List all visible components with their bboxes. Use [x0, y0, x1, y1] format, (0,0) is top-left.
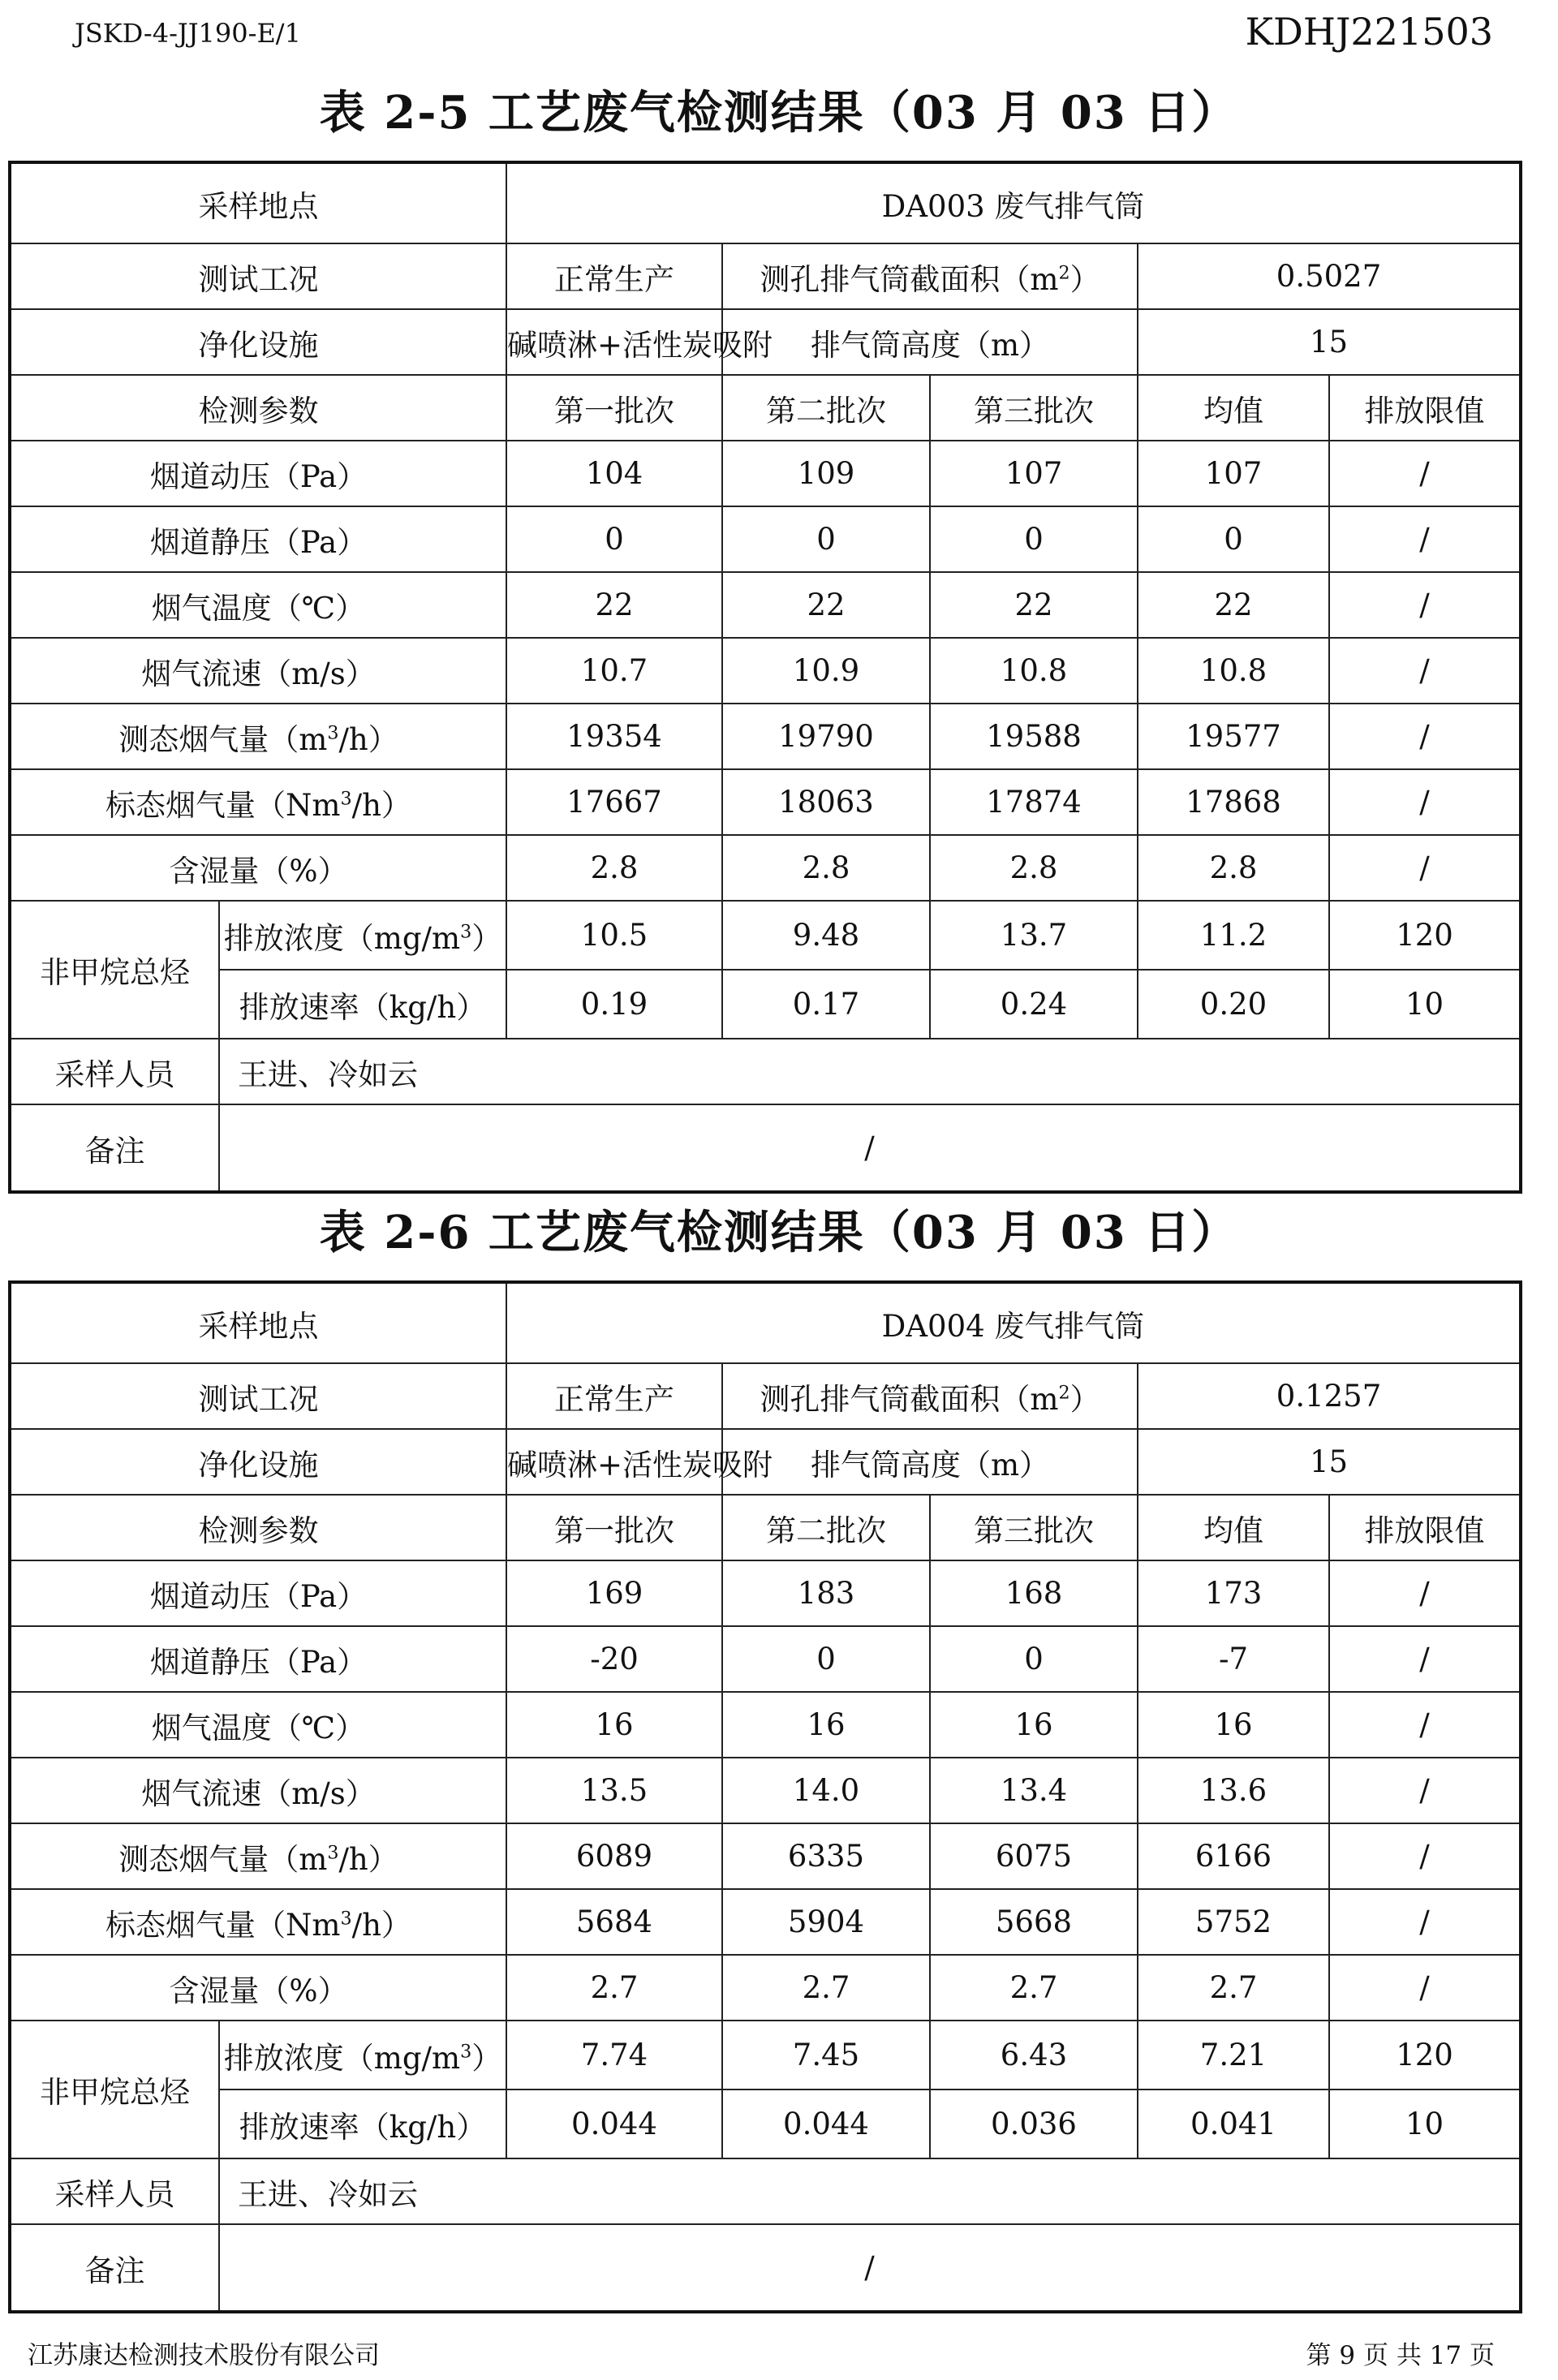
cell: 0	[506, 506, 722, 572]
condition-label: 测试工况	[10, 243, 506, 309]
pollutant-name: 非甲烷总烃	[10, 2021, 219, 2158]
cell: 2.8	[506, 835, 722, 901]
note-label: 备注	[10, 2224, 219, 2312]
footer-page-info: 第 9 页 共 17 页	[1306, 2341, 1495, 2370]
cell: 168	[930, 1560, 1138, 1626]
param-label: 排放速率（kg/h）	[219, 970, 506, 1039]
param-label: 烟道动压（Pa）	[10, 441, 506, 506]
table-row	[10, 1282, 1521, 1363]
column-header: 检测参数	[10, 1495, 506, 1560]
cell: 16	[930, 1692, 1138, 1758]
cell: 2.8	[930, 835, 1138, 901]
pollutant-name: 非甲烷总烃	[10, 901, 219, 1039]
table-row	[10, 638, 1521, 704]
location-value: DA004 废气排气筒	[506, 1282, 1521, 1363]
cell: 107	[1138, 441, 1329, 506]
location-label: 采样地点	[10, 1282, 506, 1363]
param-label: 排放浓度$(mg/m^3)$	[219, 2021, 506, 2089]
cell: 10	[1329, 970, 1521, 1039]
column-header: 第二批次	[722, 375, 930, 441]
cell: 2.7	[930, 1955, 1138, 2021]
cell: 0	[930, 1626, 1138, 1692]
cell: 5752	[1138, 1889, 1329, 1955]
note-value: /	[219, 2224, 1521, 2312]
column-header: 第一批次	[506, 1495, 722, 1560]
column-header: 排放限值	[1329, 1495, 1521, 1560]
table-row	[10, 1363, 1521, 1429]
cell: /	[1329, 835, 1521, 901]
table-2-title: 表 2-6 工艺废气检测结果（03 月 03 日）	[319, 1206, 1239, 1259]
cell: -7	[1138, 1626, 1329, 1692]
param-label: 排放速率（kg/h）	[219, 2089, 506, 2158]
cell: 7.45	[722, 2021, 930, 2089]
document-code: JSKD-4-JJ190-E/1	[75, 18, 301, 49]
table-row	[10, 1429, 1521, 1495]
table-row	[10, 2089, 1521, 2158]
column-header: 排放限值	[1329, 375, 1521, 441]
cell: 5668	[930, 1889, 1138, 1955]
param-label: 含湿量（%）	[10, 835, 506, 901]
cell: /	[1329, 1955, 1521, 2021]
table-row	[10, 769, 1521, 835]
cell: /	[1329, 441, 1521, 506]
device-value: 碱喷淋+活性炭吸附	[506, 1429, 722, 1495]
cell: 13.7	[930, 901, 1138, 970]
cell: 9.48	[722, 901, 930, 970]
cell: 107	[930, 441, 1138, 506]
cell: 2.7	[722, 1955, 930, 2021]
cell: 19790	[722, 704, 930, 769]
cell: 7.21	[1138, 2021, 1329, 2089]
param-label: 测态烟气量$(m^3/h)$	[10, 704, 506, 769]
cell: 0.044	[722, 2089, 930, 2158]
cell: /	[1329, 1758, 1521, 1823]
sampler-value: 王进、冷如云	[219, 2158, 1521, 2224]
param-label: 烟气流速（m/s）	[10, 638, 506, 704]
cell: 0.24	[930, 970, 1138, 1039]
condition-value: 正常生产	[506, 243, 722, 309]
param-label: 测态烟气量$(m^3/h)$	[10, 1823, 506, 1889]
cell: 16	[1138, 1692, 1329, 1758]
area-label: 测孔排气筒截面积$(m^2)$	[722, 243, 1138, 309]
area-value: 0.1257	[1138, 1363, 1521, 1429]
cell: /	[1329, 1889, 1521, 1955]
table-1-title: 表 2-5 工艺废气检测结果（03 月 03 日）	[319, 86, 1239, 140]
cell: /	[1329, 638, 1521, 704]
cell: 16	[722, 1692, 930, 1758]
cell: 0.036	[930, 2089, 1138, 2158]
table-row	[10, 1758, 1521, 1823]
cell: 10.5	[506, 901, 722, 970]
param-label: 烟道动压（Pa）	[10, 1560, 506, 1626]
column-header-row	[10, 1495, 1521, 1560]
table-row	[10, 2158, 1521, 2224]
param-label: 烟气流速（m/s）	[10, 1758, 506, 1823]
cell: 6335	[722, 1823, 930, 1889]
cell: -20	[506, 1626, 722, 1692]
cell: 2.7	[1138, 1955, 1329, 2021]
param-label: 标态烟气量（Nm$^3$/h）	[10, 1889, 506, 1955]
column-header: 检测参数	[10, 375, 506, 441]
cell: 173	[1138, 1560, 1329, 1626]
cell: 0.19	[506, 970, 722, 1039]
height-value: 15	[1138, 1429, 1521, 1495]
param-label: 含湿量（%）	[10, 1955, 506, 2021]
table-row	[10, 1560, 1521, 1626]
table-row	[10, 1889, 1521, 1955]
cell: 19577	[1138, 704, 1329, 769]
cell: 16	[506, 1692, 722, 1758]
cell: 5684	[506, 1889, 722, 1955]
cell: 18063	[722, 769, 930, 835]
param-label: 排放浓度$(mg/m^3)$	[219, 901, 506, 970]
cell: 17868	[1138, 769, 1329, 835]
condition-label: 测试工况	[10, 1363, 506, 1429]
sampler-label: 采样人员	[10, 1039, 219, 1104]
param-label: 烟道静压（Pa）	[10, 1626, 506, 1692]
cell: /	[1329, 1692, 1521, 1758]
cell: 2.8	[1138, 835, 1329, 901]
table-2	[8, 1280, 1522, 2313]
cell: /	[1329, 572, 1521, 638]
table-row	[10, 1692, 1521, 1758]
cell: 6166	[1138, 1823, 1329, 1889]
cell: 120	[1329, 2021, 1521, 2089]
column-header: 均值	[1138, 375, 1329, 441]
cell: 19588	[930, 704, 1138, 769]
table-row	[10, 572, 1521, 638]
cell: 5904	[722, 1889, 930, 1955]
area-label: 测孔排气筒截面积$(m^2)$	[722, 1363, 1138, 1429]
param-label: 烟道静压（Pa）	[10, 506, 506, 572]
cell: /	[1329, 704, 1521, 769]
cell: 17874	[930, 769, 1138, 835]
height-label: 排气筒高度（m）	[722, 1429, 1138, 1495]
cell: 0	[1138, 506, 1329, 572]
cell: 6075	[930, 1823, 1138, 1889]
table-row	[10, 1955, 1521, 2021]
location-value: DA003 废气排气筒	[506, 162, 1521, 243]
cell: 183	[722, 1560, 930, 1626]
table-row	[10, 1104, 1521, 1192]
condition-value: 正常生产	[506, 1363, 722, 1429]
cell: 17667	[506, 769, 722, 835]
footer-company: 江苏康达检测技术股份有限公司	[28, 2341, 380, 2370]
column-header: 第三批次	[930, 375, 1138, 441]
sampler-value: 王进、冷如云	[219, 1039, 1521, 1104]
cell: 19354	[506, 704, 722, 769]
cell: 0.041	[1138, 2089, 1329, 2158]
cell: 10.8	[930, 638, 1138, 704]
table-row	[10, 243, 1521, 309]
cell: 22	[506, 572, 722, 638]
param-label: 烟气温度（℃）	[10, 1692, 506, 1758]
cell: 13.6	[1138, 1758, 1329, 1823]
table-row	[10, 162, 1521, 243]
cell: 2.8	[722, 835, 930, 901]
cell: 0	[930, 506, 1138, 572]
table-row	[10, 506, 1521, 572]
column-header: 均值	[1138, 1495, 1329, 1560]
report-number: KDHJ221503	[1245, 10, 1493, 54]
cell: 2.7	[506, 1955, 722, 2021]
device-label: 净化设施	[10, 1429, 506, 1495]
table-row	[10, 309, 1521, 375]
cell: 109	[722, 441, 930, 506]
column-header: 第三批次	[930, 1495, 1138, 1560]
param-label: 标态烟气量（Nm$^3$/h）	[10, 769, 506, 835]
location-label: 采样地点	[10, 162, 506, 243]
cell: 22	[722, 572, 930, 638]
cell: /	[1329, 1560, 1521, 1626]
cell: /	[1329, 1626, 1521, 1692]
table-row	[10, 970, 1521, 1039]
height-value: 15	[1138, 309, 1521, 375]
cell: 10.9	[722, 638, 930, 704]
cell: 10.7	[506, 638, 722, 704]
table-1	[8, 161, 1522, 1194]
cell: 0.044	[506, 2089, 722, 2158]
cell: 11.2	[1138, 901, 1329, 970]
cell: 0	[722, 1626, 930, 1692]
cell: 22	[1138, 572, 1329, 638]
table-row	[10, 2021, 1521, 2089]
table-row	[10, 2224, 1521, 2312]
area-value: 0.5027	[1138, 243, 1521, 309]
cell: 169	[506, 1560, 722, 1626]
cell: 6.43	[930, 2021, 1138, 2089]
column-header: 第一批次	[506, 375, 722, 441]
param-label: 烟气温度（℃）	[10, 572, 506, 638]
cell: /	[1329, 506, 1521, 572]
device-label: 净化设施	[10, 309, 506, 375]
cell: /	[1329, 1823, 1521, 1889]
cell: 10	[1329, 2089, 1521, 2158]
table-row	[10, 704, 1521, 769]
table-row	[10, 441, 1521, 506]
cell: 14.0	[722, 1758, 930, 1823]
column-header-row	[10, 375, 1521, 441]
cell: 0	[722, 506, 930, 572]
column-header: 第二批次	[722, 1495, 930, 1560]
cell: 10.8	[1138, 638, 1329, 704]
cell: 6089	[506, 1823, 722, 1889]
table-row	[10, 1039, 1521, 1104]
table-row	[10, 1823, 1521, 1889]
cell: 13.5	[506, 1758, 722, 1823]
height-label: 排气筒高度（m）	[722, 309, 1138, 375]
cell: 120	[1329, 901, 1521, 970]
cell: /	[1329, 769, 1521, 835]
cell: 7.74	[506, 2021, 722, 2089]
sampler-label: 采样人员	[10, 2158, 219, 2224]
table-row	[10, 901, 1521, 970]
table-row	[10, 1626, 1521, 1692]
cell: 0.20	[1138, 970, 1329, 1039]
device-value: 碱喷淋+活性炭吸附	[506, 309, 722, 375]
note-label: 备注	[10, 1104, 219, 1192]
note-value: /	[219, 1104, 1521, 1192]
cell: 0.17	[722, 970, 930, 1039]
cell: 22	[930, 572, 1138, 638]
table-row	[10, 835, 1521, 901]
cell: 104	[506, 441, 722, 506]
cell: 13.4	[930, 1758, 1138, 1823]
